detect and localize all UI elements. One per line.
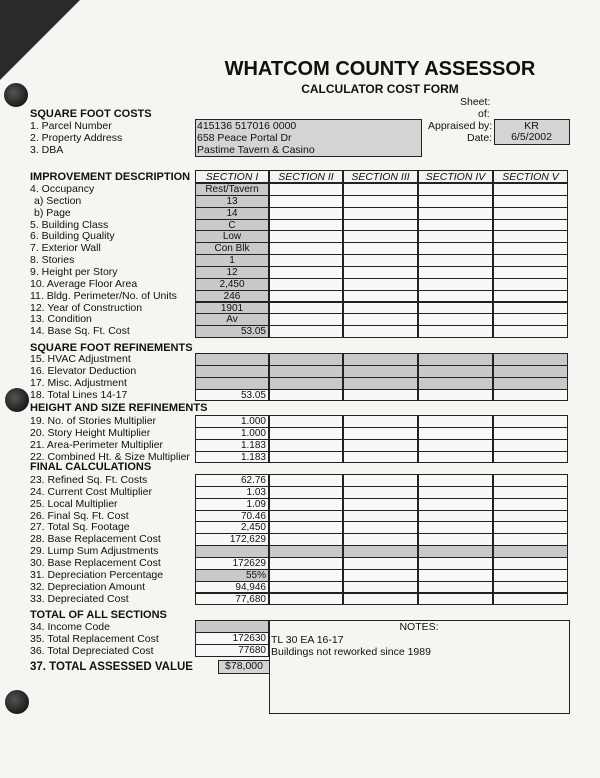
section-header-4: SECTION IV bbox=[418, 170, 493, 183]
improvement-heading: IMPROVEMENT DESCRIPTION bbox=[30, 171, 191, 183]
final-row-8-section-1[interactable]: 55% bbox=[195, 569, 269, 582]
refinement-row-3-section-1[interactable]: 53.05 bbox=[195, 389, 269, 402]
improvement-row-8-label: 10. Average Floor Area bbox=[30, 277, 138, 290]
square-foot-costs-heading: SQUARE FOOT COSTS bbox=[30, 108, 152, 120]
section-header-5: SECTION V bbox=[493, 170, 568, 183]
improvement-row-10-label: 12. Year of Construction bbox=[30, 301, 143, 314]
improvement-row-2-section-1[interactable]: 14 bbox=[195, 207, 269, 220]
final-row-10-section-3[interactable] bbox=[343, 593, 418, 606]
improvement-row-8-section-1[interactable]: 2,450 bbox=[195, 278, 269, 291]
total-assessed-label: 37. TOTAL ASSESSED VALUE bbox=[30, 661, 193, 673]
final-row-3-label: 26. Final Sq. Ft. Cost bbox=[30, 509, 129, 522]
height-size-row-3-section-2[interactable] bbox=[269, 451, 343, 464]
date-label: Date: bbox=[467, 132, 493, 144]
improvement-row-10-section-1[interactable]: 1901 bbox=[195, 302, 269, 315]
final-row-10-section-4[interactable] bbox=[418, 593, 493, 606]
improvement-row-2-label: b) Page bbox=[34, 206, 71, 219]
final-row-7-label: 30. Base Replacement Cost bbox=[30, 556, 161, 569]
refinement-row-3-label: 18. Total Lines 14-17 bbox=[30, 388, 128, 401]
of-label: of: bbox=[478, 108, 490, 120]
notes-line-1[interactable]: TL 30 EA 16-17 bbox=[271, 634, 344, 646]
parcel-number-value[interactable]: 415136 517016 0000 bbox=[197, 120, 297, 132]
page-corner-fold bbox=[0, 0, 80, 80]
punch-hole-bottom bbox=[5, 690, 29, 714]
improvement-row-7-section-1[interactable]: 12 bbox=[195, 266, 269, 279]
height-size-row-2-section-1[interactable]: 1.183 bbox=[195, 439, 269, 452]
final-row-4-section-1[interactable]: 2,450 bbox=[195, 521, 269, 534]
improvement-row-0-section-1[interactable]: Rest/Tavern bbox=[195, 183, 269, 196]
improvement-row-4-label: 6. Building Quality bbox=[30, 230, 115, 243]
punch-hole-middle bbox=[5, 388, 29, 412]
improvement-row-4-section-1[interactable]: Low bbox=[195, 230, 269, 243]
improvement-row-11-section-1[interactable]: Av bbox=[195, 313, 269, 326]
final-row-3-section-1[interactable]: 70.46 bbox=[195, 510, 269, 523]
height-size-row-3-section-1[interactable]: 1.183 bbox=[195, 451, 269, 464]
property-address-value[interactable]: 658 Peace Portal Dr bbox=[197, 132, 292, 144]
improvement-row-11-label: 13. Condition bbox=[30, 313, 92, 326]
height-size-row-3-section-5[interactable] bbox=[493, 451, 568, 464]
improvement-row-5-label: 7. Exterior Wall bbox=[30, 242, 101, 255]
total-depreciated-label: 36. Total Depreciated Cost bbox=[30, 645, 154, 657]
refinement-row-0-label: 15. HVAC Adjustment bbox=[30, 353, 131, 365]
improvement-row-6-label: 8. Stories bbox=[30, 254, 75, 267]
improvement-row-3-label: 5. Building Class bbox=[30, 218, 109, 231]
parcel-number-label: 1. Parcel Number bbox=[30, 120, 112, 132]
improvement-row-0-label: 4. Occupancy bbox=[30, 183, 95, 195]
improvement-row-12-section-1[interactable]: 53.05 bbox=[195, 325, 269, 338]
notes-heading: NOTES: bbox=[399, 621, 439, 633]
refinement-row-3-section-3[interactable] bbox=[343, 389, 418, 402]
height-size-row-3-label: 22. Combined Ht. & Size Multiplier bbox=[30, 450, 190, 463]
refinement-row-3-section-4[interactable] bbox=[418, 389, 493, 402]
final-row-6-label: 29. Lump Sum Adjustments bbox=[30, 545, 159, 558]
final-row-10-label: 33. Depreciated Cost bbox=[30, 592, 129, 605]
property-address-label: 2. Property Address bbox=[30, 132, 123, 144]
refinement-row-3-section-5[interactable] bbox=[493, 389, 568, 402]
final-row-1-section-1[interactable]: 1.03 bbox=[195, 486, 269, 499]
dba-label: 3. DBA bbox=[30, 144, 64, 156]
height-size-row-1-label: 20. Story Height Multiplier bbox=[30, 426, 151, 439]
refinement-row-1-label: 16. Elevator Deduction bbox=[30, 364, 137, 377]
improvement-row-1-section-1[interactable]: 13 bbox=[195, 195, 269, 208]
final-row-2-label: 25. Local Multiplier bbox=[30, 497, 118, 510]
improvement-row-3-section-1[interactable]: C bbox=[195, 219, 269, 232]
improvement-row-12-section-2[interactable] bbox=[269, 325, 343, 338]
height-size-heading: HEIGHT AND SIZE REFINEMENTS bbox=[30, 402, 208, 414]
totals-heading: TOTAL OF ALL SECTIONS bbox=[30, 609, 167, 621]
height-size-row-0-label: 19. No. of Stories Multiplier bbox=[30, 415, 157, 427]
improvement-row-12-section-3[interactable] bbox=[343, 325, 418, 338]
sheet-label: Sheet: bbox=[460, 96, 491, 108]
final-row-9-section-1[interactable]: 94,946 bbox=[195, 581, 269, 594]
final-heading: FINAL CALCULATIONS bbox=[30, 461, 152, 473]
form-title: WHATCOM COUNTY ASSESSOR bbox=[224, 58, 536, 80]
improvement-row-7-label: 9. Height per Story bbox=[30, 265, 118, 278]
height-size-row-3-section-4[interactable] bbox=[418, 451, 493, 464]
height-size-row-2-label: 21. Area-Perimeter Multiplier bbox=[30, 438, 164, 451]
improvement-row-9-label: 11. Bldg. Perimeter/No. of Units bbox=[30, 289, 177, 302]
final-row-4-label: 27. Total Sq. Footage bbox=[30, 521, 130, 534]
income-code-label: 34. Income Code bbox=[30, 621, 110, 633]
final-row-10-section-5[interactable] bbox=[493, 593, 568, 606]
improvement-row-6-section-1[interactable]: 1 bbox=[195, 254, 269, 267]
final-row-0-section-1[interactable]: 62.76 bbox=[195, 474, 269, 487]
improvement-row-12-section-5[interactable] bbox=[493, 325, 568, 338]
notes-line-2[interactable]: Buildings not reworked since 1989 bbox=[271, 646, 431, 658]
final-row-1-label: 24. Current Cost Multiplier bbox=[30, 485, 152, 498]
improvement-row-12-section-4[interactable] bbox=[418, 325, 493, 338]
section-header-1: SECTION I bbox=[195, 170, 269, 183]
appraiser-initials[interactable]: KR bbox=[524, 120, 539, 132]
total-replacement-value[interactable]: 172630 bbox=[195, 632, 269, 645]
final-row-9-label: 32. Depreciation Amount bbox=[30, 580, 145, 593]
section-header-3: SECTION III bbox=[343, 170, 418, 183]
refinement-row-2-label: 17. Misc. Adjustment bbox=[30, 376, 127, 389]
final-row-8-label: 31. Depreciation Percentage bbox=[30, 568, 164, 581]
refinement-row-3-section-2[interactable] bbox=[269, 389, 343, 402]
height-size-row-0-section-1[interactable]: 1.000 bbox=[195, 415, 269, 428]
improvement-row-5-section-1[interactable]: Con Blk bbox=[195, 242, 269, 255]
appraised-by-label: Appraised by: bbox=[428, 120, 493, 132]
total-depreciated-value[interactable]: 77680 bbox=[195, 644, 269, 657]
final-row-10-section-1[interactable]: 77,680 bbox=[195, 593, 269, 606]
total-replacement-label: 35. Total Replacement Cost bbox=[30, 633, 159, 645]
height-size-row-3-section-3[interactable] bbox=[343, 451, 418, 464]
improvement-row-1-label: a) Section bbox=[34, 194, 82, 207]
final-row-0-label: 23. Refined Sq. Ft. Costs bbox=[30, 474, 148, 486]
punch-hole-top bbox=[4, 83, 28, 107]
total-assessed-value[interactable]: $78,000 bbox=[225, 660, 263, 672]
improvement-row-12-label: 14. Base Sq. Ft. Cost bbox=[30, 325, 130, 338]
final-row-2-section-1[interactable]: 1.09 bbox=[195, 498, 269, 511]
appraisal-date[interactable]: 6/5/2002 bbox=[511, 131, 552, 143]
final-row-5-section-1[interactable]: 172,629 bbox=[195, 533, 269, 546]
improvement-row-9-section-1[interactable]: 246 bbox=[195, 290, 269, 303]
final-row-10-section-2[interactable] bbox=[269, 593, 343, 606]
height-size-row-1-section-1[interactable]: 1.000 bbox=[195, 427, 269, 440]
dba-value[interactable]: Pastime Tavern & Casino bbox=[197, 144, 315, 156]
refinements-heading: SQUARE FOOT REFINEMENTS bbox=[30, 342, 193, 354]
section-header-2: SECTION II bbox=[269, 170, 343, 183]
final-row-5-label: 28. Base Replacement Cost bbox=[30, 533, 161, 546]
final-row-7-section-1[interactable]: 172629 bbox=[195, 557, 269, 570]
form-subtitle: CALCULATOR COST FORM bbox=[301, 82, 459, 96]
